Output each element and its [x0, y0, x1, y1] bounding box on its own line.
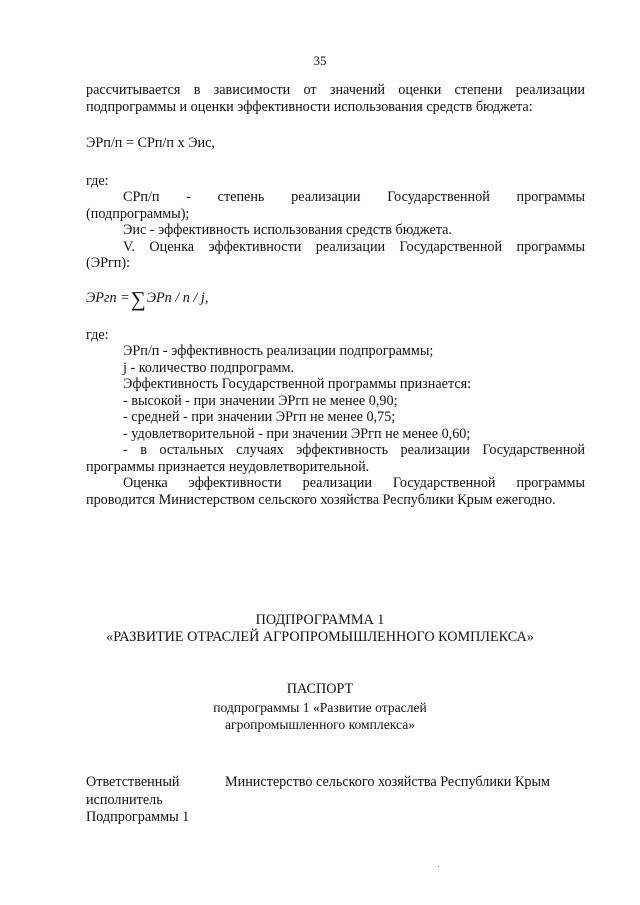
formula-ergp-left: ЭРгп = — [86, 290, 130, 307]
sigma-symbol: ∑ — [130, 286, 146, 311]
subprogram-name: «РАЗВИТИЕ ОТРАСЛЕЙ АГРОПРОМЫШЛЕННОГО КОМПЛЕКСА» — [106, 629, 534, 645]
definition-srpp-cont: (подпрограммы); — [86, 205, 190, 222]
recognition-text: Эффективность Государственной программы признается: — [123, 376, 472, 392]
table-label-line: Ответственный — [86, 774, 180, 790]
subprogram-title: ПОДПРОГРАММА 1 — [255, 612, 385, 628]
formula-erpp: ЭРп/п = СРп/п х Эис, — [86, 135, 215, 151]
passport-subtitle-line: подпрограммы 1 «Развитие отраслей — [213, 700, 427, 715]
passport-subtitle — [0, 699, 640, 733]
where-label: где: — [86, 172, 109, 189]
table-value-cell: Министерство сельского хозяйства Республики Крым — [225, 774, 551, 790]
page-number: 35 — [313, 53, 327, 68]
subprogram-heading — [0, 612, 640, 646]
section-heading-v-cont: (ЭРгп): — [86, 255, 131, 271]
where-label: где: — [86, 326, 109, 343]
scan-speck — [438, 866, 439, 867]
bullet-other: - в остальных случаях эффективность реализации Государственной — [123, 442, 585, 458]
bullet-other-cont: программы признается неудовлетворительной. — [86, 458, 370, 475]
final-paragraph: Оценка эффективности реализации Государственной программы — [123, 475, 585, 491]
table-label-cell — [86, 774, 189, 827]
passport-title: ПАСПОРТ — [286, 681, 354, 697]
final-paragraph-cont: проводится Министерством сельского хозяйства Республики Крым ежегодно. — [86, 491, 556, 508]
paragraph-line: подпрограммы и оценки эффективности использования средств бюджета: — [86, 98, 533, 115]
bullet-medium: - средней - при значении ЭРгп не менее 0,75; — [123, 409, 396, 425]
paragraph-line: рассчитывается в зависимости от значений оценки степени реализации — [86, 82, 585, 98]
document-body — [86, 82, 585, 508]
formula-ergp-right: ЭРп / п / j, — [146, 290, 209, 307]
table-label-line: Подпрограммы 1 — [86, 809, 190, 825]
bullet-satisfactory: - удовлетворительной - при значении ЭРгп не менее 0,60; — [123, 425, 471, 442]
definition-erpp: ЭРп/п - эффективность реализации подпрограммы; — [123, 343, 434, 359]
table-label-line: исполнитель — [86, 791, 163, 808]
definition-eis: Эис - эффективность использования средств бюджета. — [123, 222, 452, 238]
section-heading-v: V. Оценка эффективности реализации Государственной программы — [123, 238, 585, 255]
definition-srpp: СРп/п - степень реализации Государственной программы — [123, 189, 585, 205]
formula-ergp — [86, 285, 585, 313]
passport-subtitle-line: агропромышленного комплекса» — [224, 717, 416, 732]
definition-j: j - количество подпрограмм. — [123, 359, 295, 376]
bullet-high: - высокой - при значении ЭРгп не менее 0,90; — [123, 392, 398, 409]
